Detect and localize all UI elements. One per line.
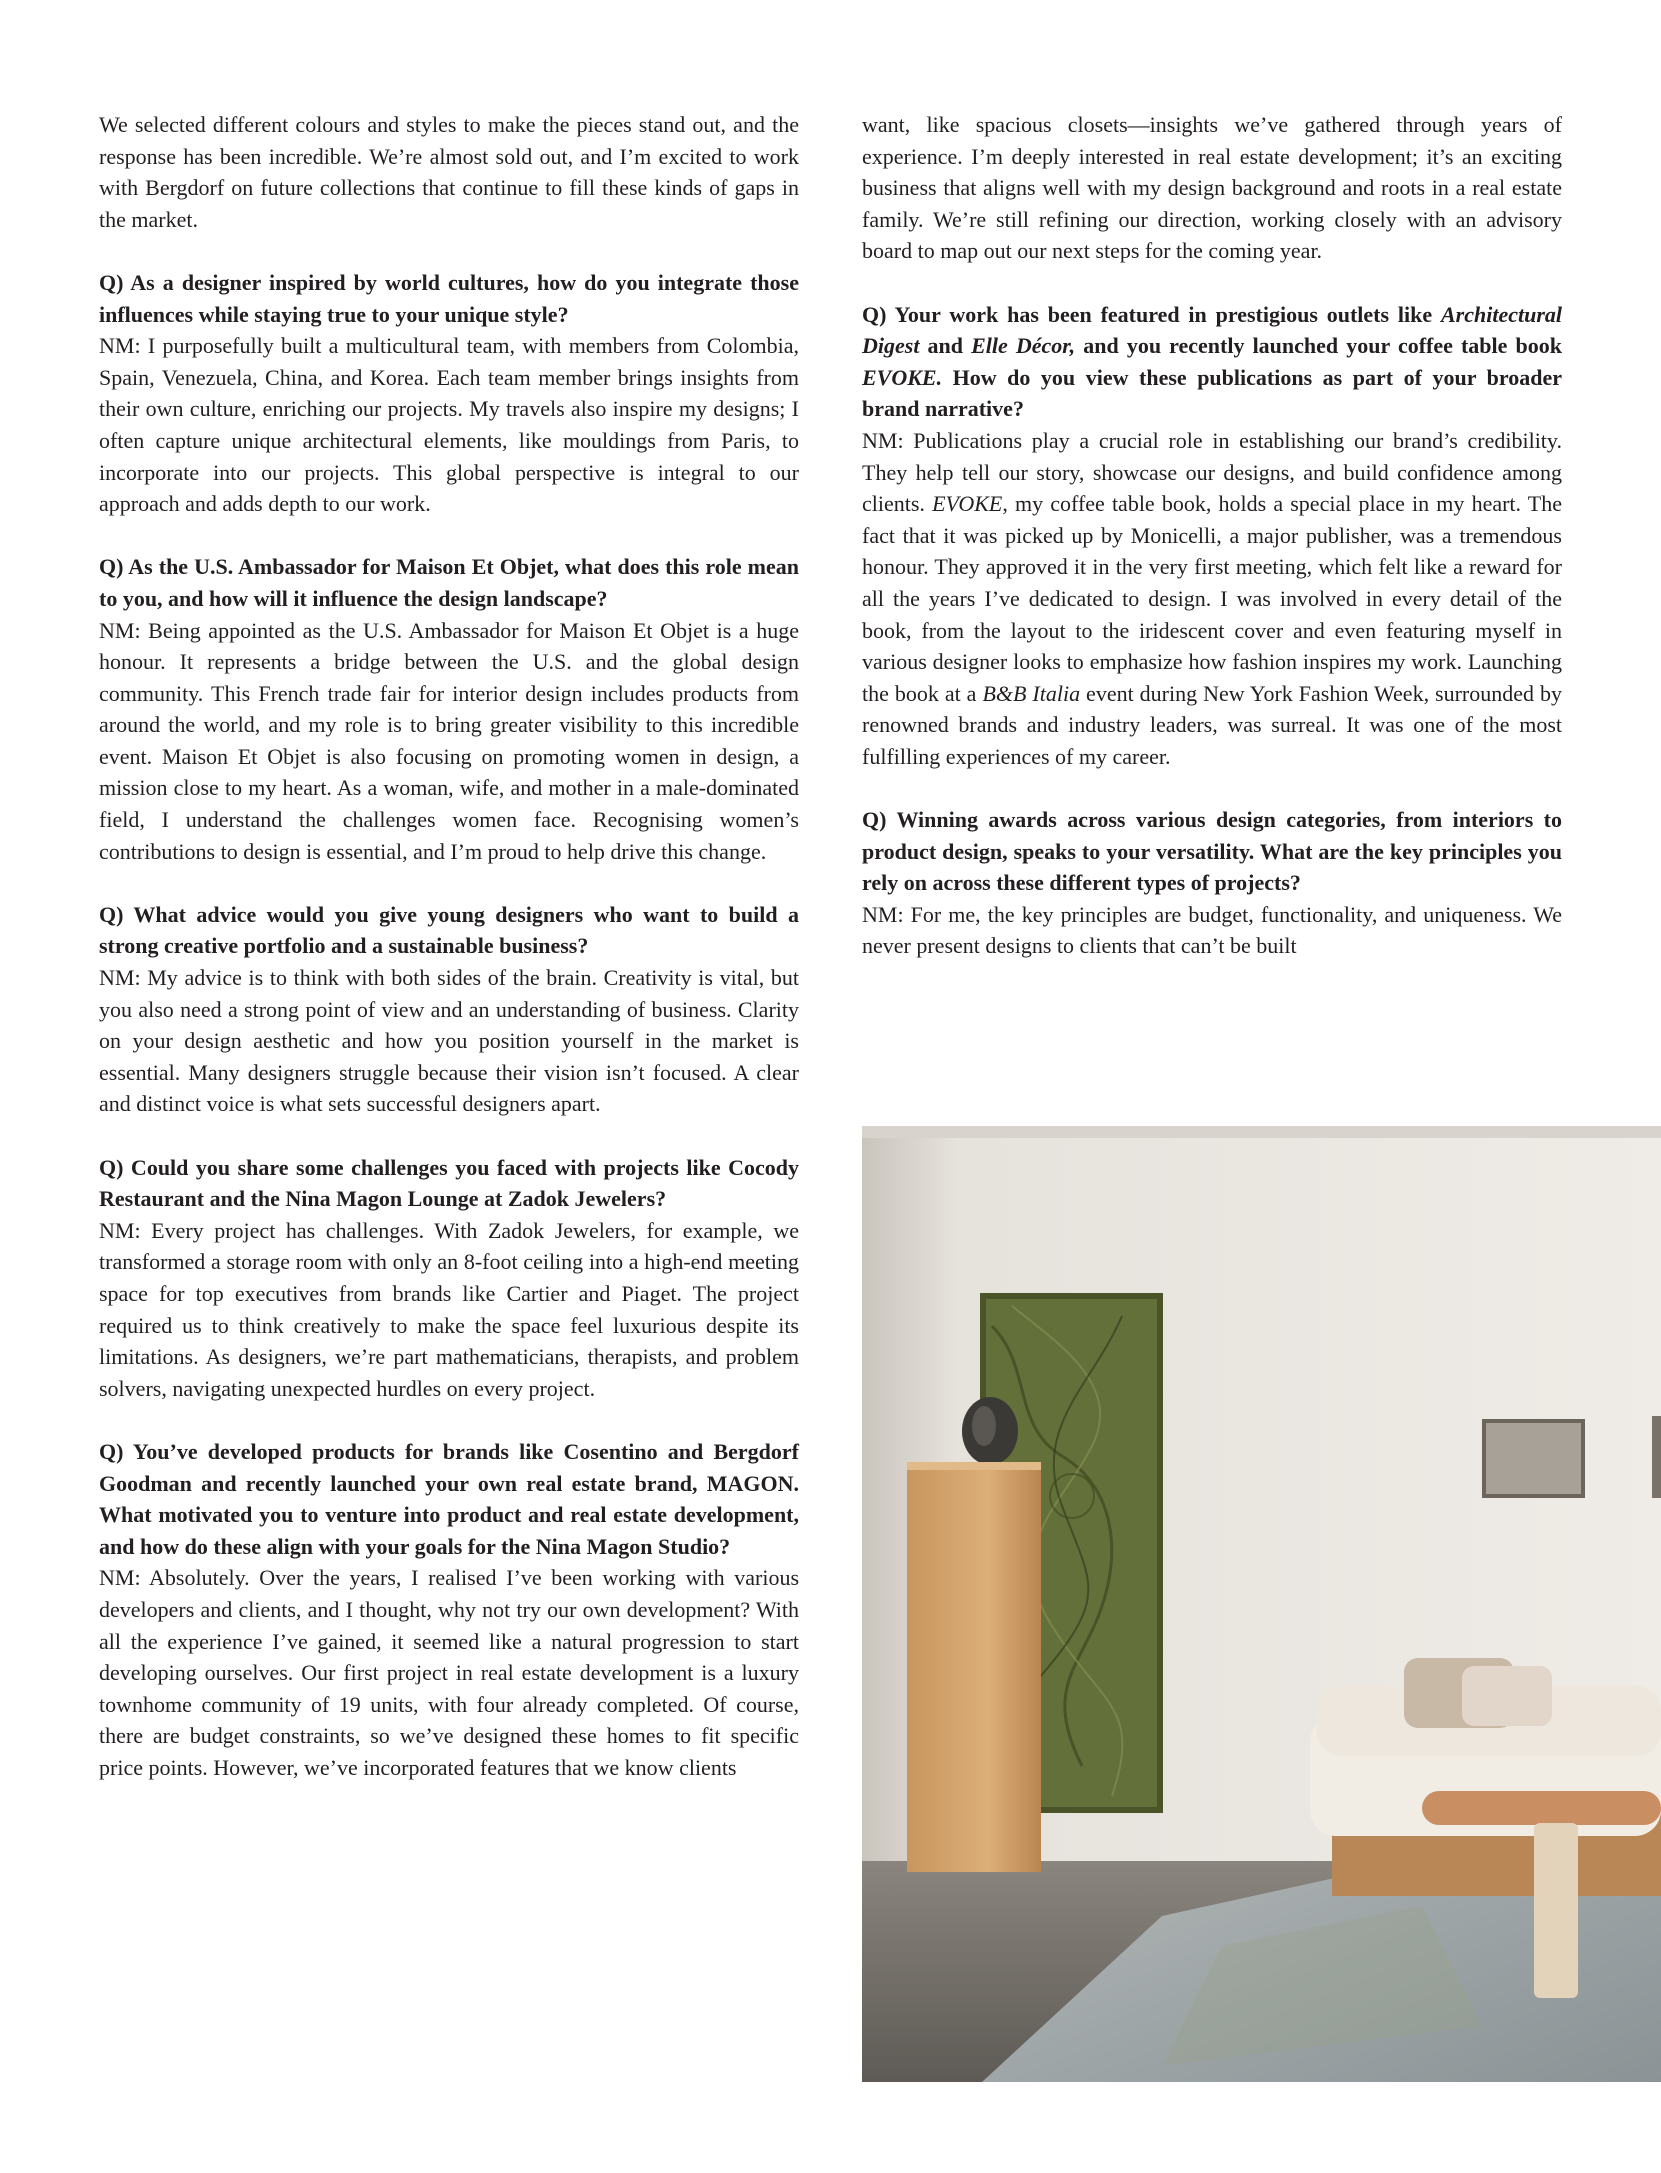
book-title: EVOKE.: [862, 364, 943, 390]
question-principles: Q) Winning awards across various design categories, from interiors to product design, speaks to your versatility. What are the key principles you rely on across these different types of projects?: [862, 807, 1562, 896]
coffee-table-top: [1422, 1791, 1661, 1825]
interior-photo: [862, 1126, 1661, 2082]
publication-title-ad: Architectural Digest: [862, 301, 1562, 359]
answer-products-real-estate: NM: Absolutely. Over the years, I realised I’ve been working with various developers and clients, and I thought, why not try our own development? With all the experience I’ve gained, it seemed like a natural progression to start developing ourselves. Our first project in real estate development is a luxury townhome community of 19 units, with four already completed. Of course, there are budget constraints, so we’ve designed these homes to fit specific price points. However, we’ve incorporated features that we know clients: [99, 1565, 799, 1780]
answer-principles: NM: For me, the key principles are budget, functionality, and uniqueness. We never present designs to clients that can’t be built: [862, 901, 1562, 959]
photo-ceiling-edge: [862, 1126, 1661, 1138]
question-world-cultures: Q) As a designer inspired by world cultures, how do you integrate those influences while staying true to your unique style?: [99, 269, 799, 327]
question-publications: Q) Your work has been featured in prestigious outlets like Architectural Digest and Elle Décor, and you recently launched your coffee table book EVOKE. How do you view these publications as part of your broader brand narrative?: [862, 301, 1562, 422]
question-advice: Q) What advice would you give young designers who want to build a strong creative portfolio and a sustainable business?: [99, 901, 799, 959]
pedestal: [907, 1462, 1041, 1872]
answer-world-cultures: NM: I purposefully built a multicultural team, with members from Colombia, Spain, Venezuela, China, and Korea. Each team member brings insights from their own culture, enriching our projects. My travels also inspire my designs; I often capture unique architectural elements, like mouldings from Paris, to incorporate into our projects. This global perspective is integral to our approach and adds depth to our work.: [99, 333, 799, 517]
publication-title-elle: Elle Décor,: [971, 333, 1076, 359]
book-title: EVOKE: [932, 491, 1003, 517]
continued-answer: want, like spacious closets—insights we’ve gathered through years of experience. I’m deeply interested in real estate development; it’s an exciting business that aligns well with my design background and roots in a real estate family. We’re still refining our direction, working closely with an advisory board to map out our next steps for the coming year.: [862, 112, 1562, 264]
coffee-table-leg: [1534, 1823, 1578, 1998]
answer-ambassador: NM: Being appointed as the U.S. Ambassador for Maison Et Objet is a huge honour. It represents a bridge between the U.S. and the global design community. This French trade fair for interior design includes products from around the world, and my role is to bring greater visibility to this incredible event. Maison Et Objet is also focusing on promoting women in design, a mission close to my heart. As a woman, wife, and mother in a male-dominated field, I understand the challenges women face. Recognising women’s contributions to design is essential, and I’m proud to help drive this change.: [99, 617, 799, 864]
answer-publications: NM: Publications play a crucial role in establishing our brand’s credibility. They help tell our story, showcase our designs, and build confidence among clients. EVOKE, my coffee table book, holds a special place in my heart. The fact that it was picked up by Monicelli, a major publisher, was a tremendous honour. They approved it in the very first meeting, which felt like a reward for all the years I’ve dedicated to design. I was involved in every detail of the book, from the layout to the iridescent cover and even featuring myself in various designer looks to emphasize how fashion inspires my work. Launching the book at a B&B Italia event during New York Fashion Week, surrounded by renowned brands and industry leaders, was surreal. It was one of the most fulfilling experiences of my career.: [862, 427, 1562, 769]
right-column: [862, 109, 1562, 962]
question-challenges: Q) Could you share some challenges you faced with projects like Cocody Restaurant and the Nina Magon Lounge at Zadok Jewelers?: [99, 1154, 799, 1212]
left-column: [99, 109, 799, 1783]
answer-challenges: NM: Every project has challenges. With Zadok Jewelers, for example, we transformed a storage room with only an 8-foot ceiling into a high-end meeting space for top executives from brands like Cartier and Piaget. The project required us to think creatively to make the space feel luxurious despite its limitations. As designers, we’re part mathematicians, therapists, and problem solvers, navigating unexpected hurdles on every project.: [99, 1217, 799, 1401]
intro-paragraph: We selected different colours and styles to make the pieces stand out, and the response has been incredible. We’re almost sold out, and I’m excited to work with Bergdorf on future collections that continue to fill these kinds of gaps in the market.: [99, 112, 799, 232]
answer-advice: NM: My advice is to think with both sides of the brain. Creativity is vital, but you also need a strong point of view and an understanding of business. Clarity on your design aesthetic and how you position yourself in the market is essential. Many designers struggle because their vision isn’t focused. A clear and distinct voice is what sets successful designers apart.: [99, 965, 799, 1117]
brand-name: B&B Italia: [982, 680, 1081, 706]
question-products-real-estate: Q) You’ve developed products for brands like Cosentino and Bergdorf Goodman and recently launched your own real estate brand, MAGON. What motivated you to venture into product and real estate development, and how do these align with your goals for the Nina Magon Studio?: [99, 1438, 799, 1559]
question-ambassador: Q) As the U.S. Ambassador for Maison Et Objet, what does this role mean to you, and how will it influence the design landscape?: [99, 554, 799, 611]
